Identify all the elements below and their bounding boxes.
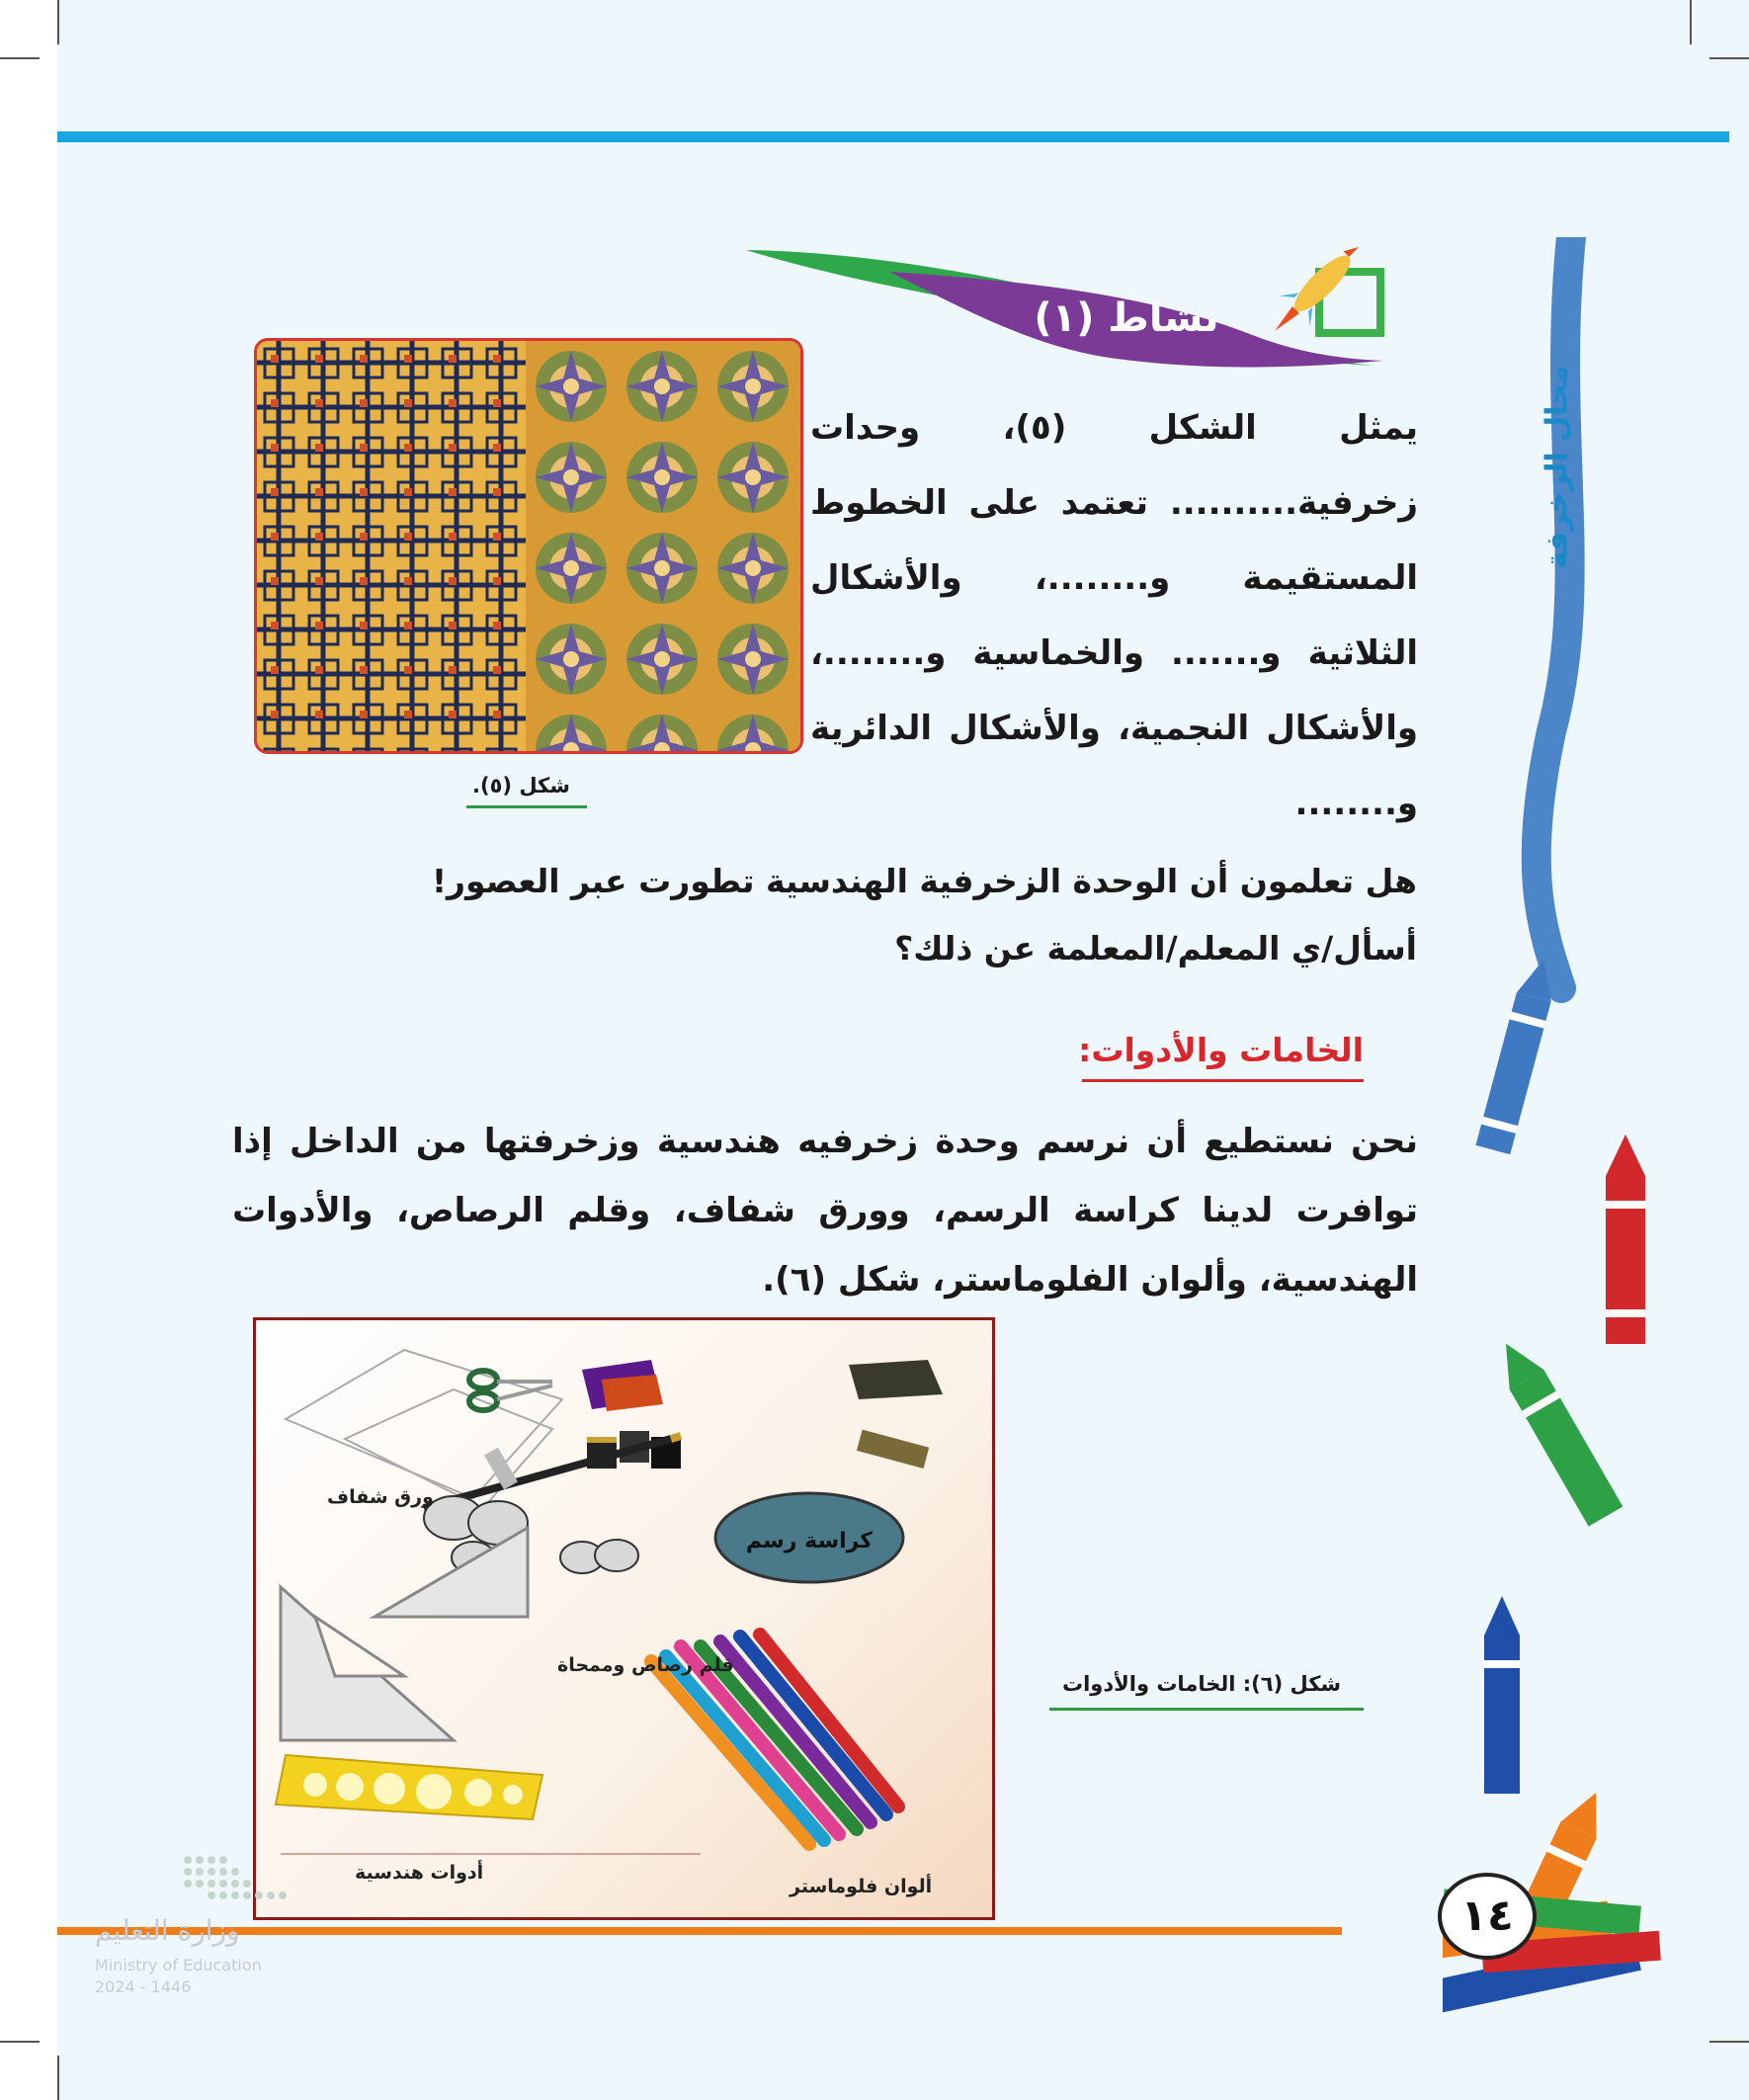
label-pencil-eraser: قلم رصاص وممحاة bbox=[557, 1654, 734, 1676]
label-markers: ألوان فلوماستر bbox=[790, 1876, 933, 1897]
header-rule bbox=[57, 131, 1729, 142]
crop-mark bbox=[0, 2041, 40, 2043]
butterfly-icon bbox=[424, 1496, 638, 1573]
sketchbook-label: كراسة رسم bbox=[745, 1529, 874, 1554]
question-line-1: هل تعلمون أن الوحدة الزخرفية الهندسية تطورت عبر العصور! bbox=[431, 862, 1417, 900]
set-square-icon bbox=[281, 1528, 528, 1740]
side-section-title bbox=[1528, 326, 1587, 623]
wood-block-icon bbox=[849, 1360, 943, 1469]
figure-5-image bbox=[254, 338, 803, 754]
question-line-2: أسأل/ي المعلم/المعلمة عن ذلك؟ bbox=[894, 929, 1417, 967]
page-number: ١٤ bbox=[1438, 1873, 1537, 1960]
crop-mark bbox=[57, 0, 59, 44]
activity-text: يمثل الشكل (٥)، وحدات زخرفية.......... تعتمد على الخطوط المستقيمة و........، والأشكال الثلاثية و....... والخماسية و........، والأشكال النجمية، والأشكال الدائرية و........ bbox=[810, 408, 1419, 823]
activity-title: نشاط (١) bbox=[1034, 295, 1219, 341]
ministry-logo-icon bbox=[178, 1850, 306, 1909]
crayon-darkblue-icon bbox=[1484, 1596, 1520, 1794]
materials-heading: الخامات والأدوات: bbox=[1078, 1031, 1364, 1069]
figure-5-caption: شكل (٥). bbox=[472, 774, 570, 798]
figure-6-image bbox=[253, 1317, 995, 1920]
crop-mark bbox=[1709, 2041, 1749, 2043]
materials-illustration bbox=[256, 1320, 992, 1917]
crop-mark bbox=[1709, 57, 1749, 59]
ministry-year: 2024 - 1446 bbox=[95, 1977, 192, 1996]
caption-underline bbox=[466, 805, 587, 808]
caption-underline bbox=[1049, 1708, 1364, 1711]
ministry-english: Ministry of Education bbox=[95, 1956, 262, 1974]
figure-6-caption: شكل (٦): الخامات والأدوات bbox=[1062, 1672, 1342, 1696]
crop-mark bbox=[57, 2056, 59, 2100]
crayon-red-icon bbox=[1606, 1134, 1645, 1344]
colored-paper-icon bbox=[582, 1360, 663, 1411]
side-title-text: مجال الزخرفة bbox=[1540, 365, 1575, 569]
geometric-pattern-right bbox=[526, 341, 800, 751]
crop-mark bbox=[0, 57, 40, 59]
crop-mark bbox=[1690, 0, 1692, 44]
scissors-icon bbox=[469, 1371, 552, 1410]
materials-text: نحن نستطيع أن نرسم وحدة زخرفيه هندسية وزخرفتها من الداخل إذا توافرت لدينا كراسة الرسم، وورق شفاف، وقلم الرصاص، والأدوات الهندسية، وألوان الفلوماستر، شكل (٦). bbox=[232, 1122, 1418, 1300]
stencil-ruler-icon bbox=[276, 1755, 542, 1819]
geometric-pattern-left bbox=[257, 341, 526, 751]
crayon-green-icon bbox=[1489, 1334, 1624, 1527]
label-tracing-paper: ورق شفاف bbox=[327, 1486, 434, 1508]
ministry-arabic: وزارة التعليم bbox=[95, 1914, 240, 1947]
heading-underline bbox=[1082, 1079, 1364, 1082]
label-geometric-tools: أدوات هندسية bbox=[355, 1862, 484, 1884]
